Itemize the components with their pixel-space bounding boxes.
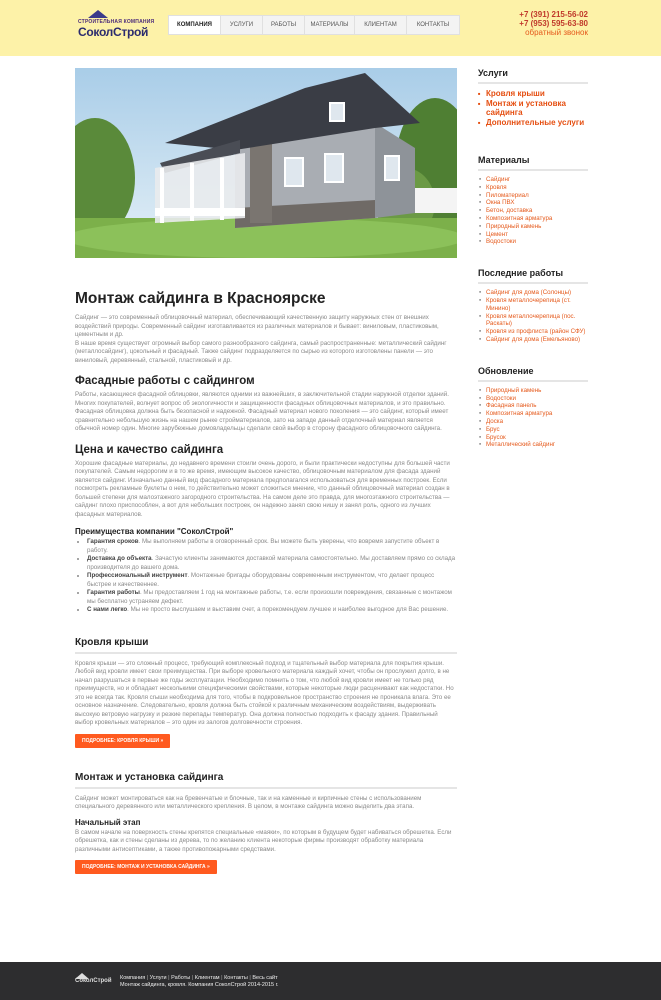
site-logo[interactable] [78,10,156,40]
advantage-item: • Гарантия сроков. Мы выполняем работы в оговоренный срок. Вы можете быть уверены, что вовремя запустите объект в работу. [87,538,457,555]
siding-more-button[interactable]: ПОДРОБНЕЕ: МОНТАЖ И УСТАНОВКА САЙДИНГА » [75,860,217,874]
price-paragraph: Хорошие фасадные материалы, до недавнего времени стоили очень дорого, и были практически недоступны для большей части покупателей. Самым недорогим и в то же время, имеющим высокое качество, облицовочным материалом для фасада зданий является сайдинг. Изначально данный вид фасадного материала предполагался использоваться для временных построек. Если посмотреть рекламные буклеты о нем, то действительно может сложиться мнение, что данный облицовочный материал создан в большей степени для малоэтажного загородного строительства. На самом деле это правда, для многоэтажного строительства — сайдинг плохо приспособлен, а вот для небольших построек, он надежно занял свою нишу и занял роль, одного из лучших фасадных материалов. [75,459,450,518]
callback-link[interactable]: обратный звонок [525,28,588,37]
stage-paragraph: В самом начале на поверхность стены крепятся специальные «маяки», по которым в будущем будет набиваться обрешетка. Если обрешетка, как и стены сделаны из дерева, то по желанию клиента некоторые фирмы производят обработку материала различными антисептиками, а также противопожарными средствами. [75,828,452,853]
material-link[interactable]: ■ Кровля [478,184,588,192]
nav-item-contacts[interactable]: КОНТАКТЫ [416,22,450,28]
intro-paragraph-2: В наше время существует огромный выбор самого разнообразного сайдинга, самый распространенные: металлический сайдинг (металлосайдинг), цокольный и фасадный. Также сайдинг подразделяется по сырью из которого изготовлены панели — это виниловый, деревянный, стальной, пластиковый и др. [75,339,447,364]
logo-tagline: СТРОИТЕЛЬНАЯ КОМПАНИЯ [78,19,155,25]
footer-link[interactable]: Компания [120,975,146,981]
sidebar [478,68,588,467]
update-link[interactable]: ■ Брус [478,426,588,434]
footer-copyright: Монтаж сайдинга, кровля. Компания СоколСтрой 2014-2015 г. [120,982,279,988]
facade-paragraph: Работы, касающиеся фасадной облицовки, являются одними из важнейших, в заключительной стадии наружной отделки зданий. Многих покупателей, волнует вопрос об экологичности и защищенности фасадных облицовочных материалов, и это правильно. Фасадная облицовка должна быть безопасной и надежной. Фасадный материал нового поколения — это сайдинг, который имеет сравнительно небольшую жизнь на нашем рынке стройматериалов, зато на западе данный отделочный материал является обычной номер один. Многие зарубежные домовладельцы сделали свой выбор в сторону фасадного облицовочного сайдинга. [75,391,449,432]
material-link[interactable]: ■ Природный камень [478,223,588,231]
nav-item-services[interactable]: УСЛУГИ [221,16,263,34]
roof-section-title: Кровля крыши [75,637,457,654]
siding-section-title: Монтаж и установка сайдинга [75,772,457,789]
material-link[interactable]: ■ Пиломатериал [478,192,588,200]
works-title: Последние работы [478,268,588,284]
material-link[interactable]: ■ Цемент [478,231,588,239]
work-link[interactable]: ■ Кровля из профлиста (район СФУ) [478,328,588,336]
footer-link[interactable]: Клиентам [194,975,220,981]
update-link[interactable]: ■ Брусок [478,434,588,442]
work-link[interactable]: ■ Сайдинг для дома (Емельяново) [478,336,588,344]
footer-link[interactable]: Контакты [224,975,248,981]
nav-item-clients[interactable]: КЛИЕНТАМ [355,16,407,34]
logo-roof-icon [88,10,108,18]
roof-paragraph: Кровля крыши — это сложный процесс, требующий комплексный подход и тщательный выбор материала для покрытия крыши. Любой вид кровли имеет свои преимущества. При выборе кровельного материала каждый хочет, чтобы он прослужил долго, в не начал разрушаться в первые же годы эксплуатации. Необходимо помнить о том, что любой вид кровли имеет не только ряд преимуществ, но и обладает несколькими специфическими свойствами, которые некоторые люди расценивают как недостатки. Но это не всегда так. Кровля crыши необходима для того, чтобы в подкровельное пространство строения не проникала влага. Это ее основное назначение. Следовательно, кровля должна быть стойкой к различным механическим воздействиям, выдерживать высокую ветровую нагрузку и резкие перепады температур. Она должна полностью подходить к фасаду здания. Правильный выбор кровельных материалов – это один из залогов долговечности строения. [75,659,454,726]
phone-1[interactable]: +7 (391) 215-56-02 [519,10,588,19]
nav-item-company[interactable]: КОМПАНИЯ [169,16,221,34]
update-link[interactable]: ■ Природный камень [478,387,588,395]
service-link[interactable]: ■ Дополнительные услуги [478,118,588,127]
advantage-item: • Доставка до объекта. Зачастую клиенты занимаются доставкой материала самостоятельно. Мы доставляем прямо со склада производителя до вашего дома. [87,555,457,572]
phone-2[interactable]: +7 (953) 595-63-80 [519,19,588,28]
footer-link[interactable]: Весь сайт [252,975,278,981]
material-link[interactable]: ■ Бетон, доставка [478,207,588,215]
update-link[interactable]: ■ Доска [478,418,588,426]
site-footer [0,962,661,1000]
roof-more-button[interactable]: ПОДРОБНЕЕ: КРОВЛЯ КРЫШИ » [75,734,170,748]
work-link[interactable]: ■ Кровля металлочерепица (пос. Раскаты) [478,313,588,329]
updates-block [478,366,588,449]
nav-item-materials[interactable]: МАТЕРИАЛЫ [305,16,355,34]
facade-heading: Фасадные работы с сайдингом [75,375,255,387]
update-link[interactable]: ■ Водостоки [478,395,588,403]
advantages-list [75,538,457,615]
site-header [0,0,661,56]
updates-title: Обновление [478,366,588,382]
advantages-heading: Преимущества компании "СоколСтрой" [75,527,234,536]
footer-link[interactable]: Услуги [149,975,167,981]
works-block [478,268,588,344]
house-illustration [75,68,457,258]
update-link[interactable]: ■ Металлический сайдинг [478,441,588,449]
main-nav [168,15,460,35]
siding-paragraph: Сайдинг может монтироваться как на бревенчатые и блочные, так и на каменные и кирпичные стены с использованием специального деревянного или металлического крепления. В целом, в монтаже сайдинга можно выделить два этапа. [75,794,422,810]
main-content [75,68,457,874]
price-heading: Цена и качество сайдинга [75,443,224,456]
nav-item-works[interactable]: РАБОТЫ [263,16,305,34]
intro-paragraph-1: Сайдинг — это современный облицовочный материал, обеспечивающий качественную защиту наружных стен от внешних воздействий природы. Современный сайдинг изготавливается из различных материалов и бывает: виниловым, пластиковым, цементным и др. [75,314,439,338]
advantage-item: • Профессиональный инструмент. Монтажные бригады оборудованы современным инструментом, что делает процесс быстрее и качественнее. [87,572,457,589]
materials-title: Материалы [478,155,588,171]
materials-block [478,155,588,246]
material-link[interactable]: ■ Водостоки [478,238,588,246]
advantage-item: • Гарантия работы. Мы предоставляем 1 год на монтажные работы, т.е. если произошли повреждения, связанные с монтажом мы бесплатно устраняем дефект. [87,589,457,606]
services-title: Услуги [478,68,588,84]
material-link[interactable]: ■ Окна ПВХ [478,199,588,207]
advantage-item: • С нами легко. Мы не просто выслушаем и выставим счет, а порекомендуем лучшее и наиболее выгодное для Вас решение. [87,606,457,615]
page-title: Монтаж сайдинга в Красноярске [75,290,326,307]
update-link[interactable]: ■ Фасадная панель [478,402,588,410]
stage-heading: Начальный этап [75,817,141,827]
footer-logo[interactable] [75,973,115,989]
header-contacts [519,10,588,37]
services-block [478,68,588,127]
update-link[interactable]: ■ Композитная арматура [478,410,588,418]
work-link[interactable]: ■ Кровля металлочерепица (ст. Минино) [478,297,588,313]
footer-logo-name: СоколСтрой [75,978,112,984]
material-link[interactable]: ■ Композитная арматура [478,215,588,223]
footer-link[interactable]: Работы [171,975,191,981]
material-link[interactable]: ■ Сайдинг [478,176,588,184]
service-link[interactable]: ■ Кровля крыши [478,89,588,98]
logo-name: СоколСтрой [78,25,149,39]
work-link[interactable]: ■ Сайдинг для дома (Солонцы) [478,289,588,297]
hero-house-image [75,68,457,258]
service-link[interactable]: ■ Монтаж и установка сайдинга [478,99,588,117]
footer-links: Компания | Услуги | Работы | Клиентам | Контакты | Весь сайт Монтаж сайдинга, кровля. Компания СоколСтрой 2014-2015 г. [120,975,279,988]
